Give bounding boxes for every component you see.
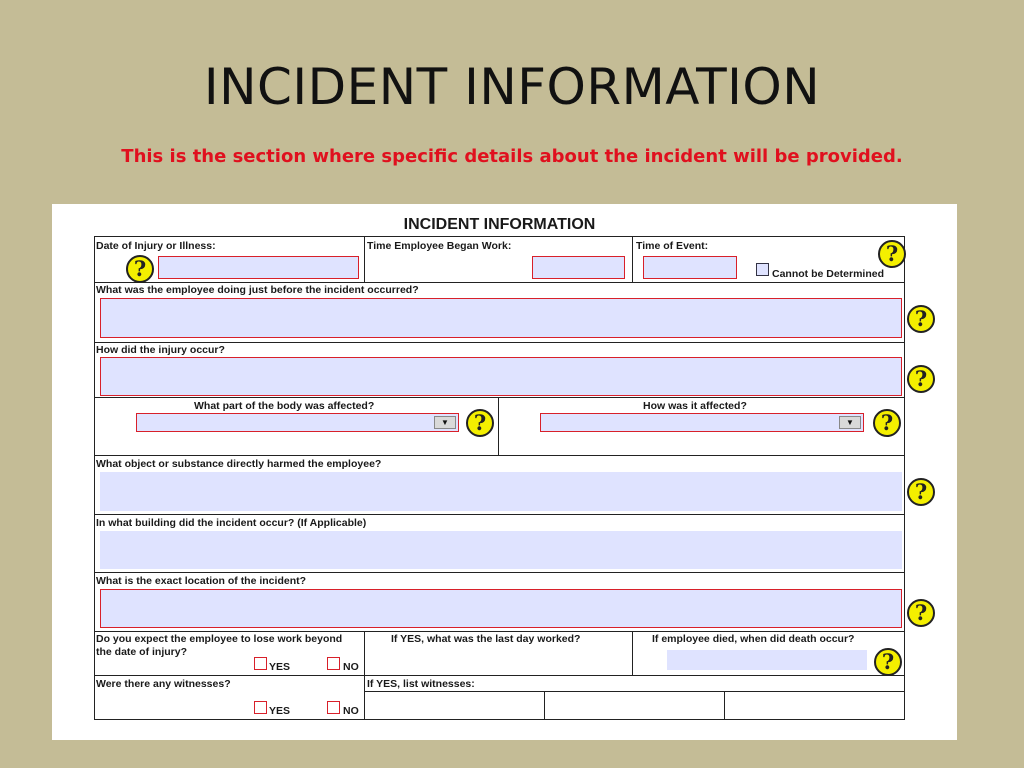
date-of-injury-field[interactable]: [158, 256, 359, 279]
help-icon[interactable]: ?: [907, 599, 935, 627]
lose-work-yes-label: YES: [269, 661, 291, 673]
death-label: If employee died, when did death occur?: [652, 633, 855, 645]
form-border-bottom: [94, 719, 905, 720]
divider: [498, 397, 499, 455]
witnesses-label: Were there any witnesses?: [96, 678, 231, 690]
help-icon[interactable]: ?: [874, 648, 902, 676]
location-field[interactable]: [100, 589, 902, 628]
divider: [364, 236, 365, 282]
building-label: In what building did the incident occur? (If Applicable): [96, 517, 367, 529]
time-began-work-field[interactable]: [532, 256, 625, 279]
help-icon[interactable]: ?: [907, 478, 935, 506]
form-border-right: [904, 236, 905, 720]
time-of-event-label: Time of Event:: [636, 240, 709, 252]
building-field[interactable]: [100, 531, 902, 569]
divider: [632, 236, 633, 282]
object-label: What object or substance directly harmed the employee?: [96, 458, 382, 470]
divider: [94, 514, 905, 515]
doing-before-field[interactable]: [100, 298, 902, 338]
divider: [724, 691, 725, 720]
slide-title: INCIDENT INFORMATION: [203, 58, 821, 116]
body-part-label: What part of the body was affected?: [194, 400, 375, 412]
lose-work-label: Do you expect the employee to lose work beyond the date of injury?: [96, 633, 343, 658]
witnesses-yes-checkbox[interactable]: [254, 701, 267, 714]
form-heading: INCIDENT INFORMATION: [403, 216, 596, 233]
how-injury-label: How did the injury occur?: [96, 344, 225, 356]
witness-2-field[interactable]: [546, 693, 722, 718]
divider: [94, 282, 905, 283]
divider: [94, 397, 905, 398]
how-affected-label: How was it affected?: [643, 400, 747, 412]
help-icon[interactable]: ?: [126, 255, 154, 283]
divider: [94, 631, 905, 632]
cannot-be-determined-label: Cannot be Determined: [772, 268, 885, 280]
how-affected-dropdown[interactable]: [540, 413, 864, 432]
witness-3-field[interactable]: [726, 693, 902, 718]
witnesses-no-label: NO: [343, 705, 359, 717]
cannot-be-determined-checkbox[interactable]: [756, 263, 769, 276]
divider: [364, 691, 905, 692]
form-border-top: [94, 236, 905, 237]
time-of-event-field[interactable]: [643, 256, 737, 279]
last-day-label: If YES, what was the last day worked?: [391, 633, 581, 645]
incident-form: [52, 204, 957, 740]
witnesses-yes-label: YES: [269, 705, 291, 717]
object-field[interactable]: [100, 472, 902, 511]
lose-work-no-checkbox[interactable]: [327, 657, 340, 670]
help-icon[interactable]: ?: [907, 305, 935, 333]
date-of-injury-label: Date of Injury or Illness:: [96, 240, 216, 252]
lose-work-yes-checkbox[interactable]: [254, 657, 267, 670]
witness-1-field[interactable]: [366, 693, 542, 718]
list-witnesses-label: If YES, list witnesses:: [367, 678, 475, 690]
death-date-field[interactable]: [667, 650, 867, 670]
body-part-dropdown[interactable]: [136, 413, 459, 432]
divider: [94, 342, 905, 343]
divider: [94, 675, 905, 676]
how-injury-field[interactable]: [100, 357, 902, 396]
divider: [544, 691, 545, 720]
lose-work-no-label: NO: [343, 661, 359, 673]
witnesses-no-checkbox[interactable]: [327, 701, 340, 714]
time-began-work-label: Time Employee Began Work:: [367, 240, 512, 252]
divider: [632, 631, 633, 675]
chevron-down-icon[interactable]: ▼: [839, 416, 861, 429]
form-border-left: [94, 236, 95, 720]
location-label: What is the exact location of the incident?: [96, 575, 307, 587]
help-icon[interactable]: ?: [873, 409, 901, 437]
chevron-down-icon[interactable]: ▼: [434, 416, 456, 429]
slide-subtitle: This is the section where specific details about the incident will be provided.: [121, 146, 903, 167]
help-icon[interactable]: ?: [907, 365, 935, 393]
divider: [94, 572, 905, 573]
doing-before-label: What was the employee doing just before the incident occurred?: [96, 284, 419, 296]
divider: [94, 455, 905, 456]
help-icon[interactable]: ?: [878, 240, 906, 268]
help-icon[interactable]: ?: [466, 409, 494, 437]
